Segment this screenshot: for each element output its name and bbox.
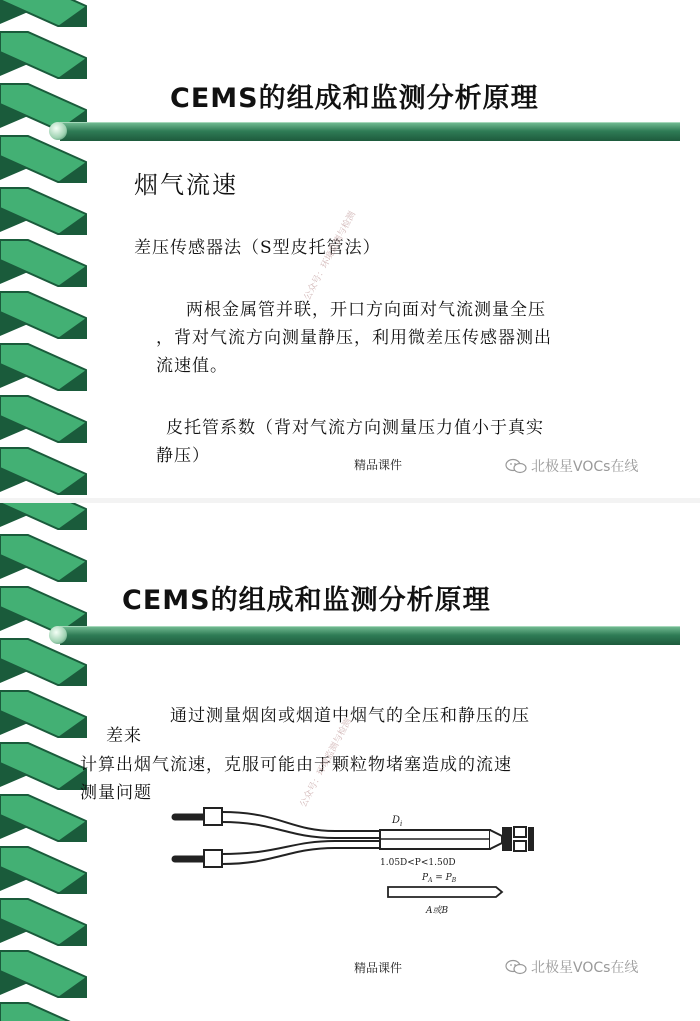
paragraph-line: 测量问题 (80, 783, 152, 803)
slide-title: CEMS的组成和监测分析原理 (170, 83, 539, 114)
vertical-watermark: 公众号：环境监测与检测 (302, 209, 358, 303)
title-underline-bar (60, 626, 680, 645)
watermark (505, 957, 638, 977)
spiral-binding-decoration (0, 0, 92, 500)
pressure-equation: $P_A = P_B$ (422, 873, 457, 884)
paragraph-line: ，背对气流方向测量静压，利用微差压传感器测出 (156, 328, 552, 348)
paragraph-line: 两根金属管并联，开口方向面对气流测量全压 (186, 300, 546, 320)
paragraph-line: 计算出烟气流速，克服可能由于颗粒物堵塞造成的流速 (80, 755, 512, 775)
footer-label: 精品课件 (354, 961, 403, 975)
spiral-binding-decoration (0, 503, 92, 1021)
bar-knob (49, 626, 67, 644)
footer-label: 精品课件 (354, 458, 403, 472)
method-label: 差压传感器法（S型皮托管法） (134, 238, 381, 258)
watermark-text: 北极星VOCs在线 (531, 459, 639, 475)
slide-title: CEMS的组成和监测分析原理 (122, 585, 491, 616)
bar-knob (49, 122, 67, 140)
paragraph-line: 差来 (106, 726, 142, 746)
s-type-pitot-tube-diagram (170, 803, 550, 921)
slide-2 (0, 503, 700, 1021)
wechat-icon (505, 959, 527, 975)
paragraph-line: 流速值。 (156, 356, 228, 376)
title-underline-bar (60, 122, 680, 141)
section-heading: 烟气流速 (134, 171, 238, 199)
paragraph-line: 通过测量烟囱或烟道中烟气的全压和静压的压 (170, 706, 530, 726)
a-or-b-label: A或B (426, 906, 449, 916)
d-label: $D_i$ (392, 815, 403, 828)
vertical-watermark: 公众号：环境监测与检测 (298, 716, 354, 810)
watermark-text: 北极星VOCs在线 (531, 960, 639, 976)
paragraph-line: 皮托管系数（背对气流方向测量压力值小于真实 (166, 418, 544, 438)
chain-link (0, 1003, 86, 1021)
paragraph-line: 静压） (156, 446, 210, 466)
range-label: 1.05D<P<1.50D (380, 858, 456, 868)
wechat-icon (505, 458, 527, 474)
watermark (505, 456, 638, 476)
slide-1 (0, 0, 700, 500)
